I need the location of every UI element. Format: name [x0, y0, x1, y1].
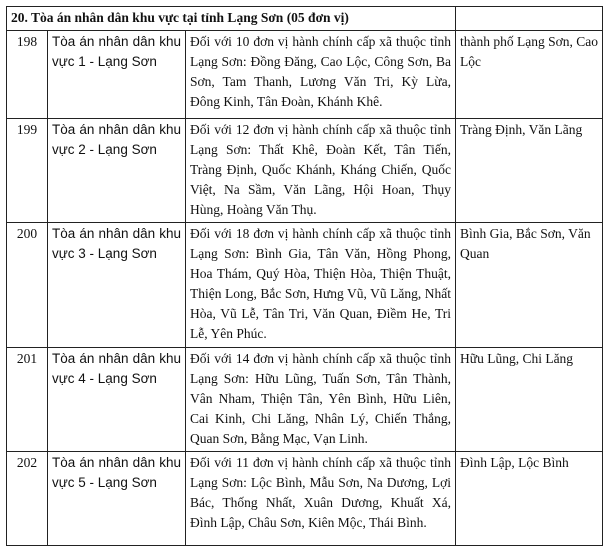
court-table: [6, 6, 603, 546]
section-empty-cell: [456, 7, 603, 31]
court-name: Tòa án nhân dân khu vực 1 - Lạng Sơn: [48, 31, 186, 119]
row-number: 202: [7, 452, 48, 546]
table-row: [7, 31, 603, 119]
table-row: [7, 452, 603, 546]
court-seat-area: Hữu Lũng, Chi Lăng: [456, 348, 603, 452]
court-name: Tòa án nhân dân khu vực 3 - Lạng Sơn: [48, 223, 186, 348]
section-title: 20. Tòa án nhân dân khu vực tại tỉnh Lạng Sơn (05 đơn vị): [7, 7, 456, 31]
jurisdiction-scope: Đối với 11 đơn vị hành chính cấp xã thuộc tỉnh Lạng Sơn: Lộc Bình, Mẫu Sơn, Na Dương, Lợi Bác, Thống Nhất, Xuân Dương, Khuất Xá, Đình Lập, Châu Sơn, Kiên Mộc, Thái Bình.: [186, 452, 456, 546]
court-name: Tòa án nhân dân khu vực 4 - Lạng Sơn: [48, 348, 186, 452]
court-seat-area: Tràng Định, Văn Lãng: [456, 119, 603, 223]
table-row: [7, 348, 603, 452]
court-seat-area: Bình Gia, Bắc Sơn, Văn Quan: [456, 223, 603, 348]
court-name: Tòa án nhân dân khu vực 5 - Lạng Sơn: [48, 452, 186, 546]
jurisdiction-scope: Đối với 10 đơn vị hành chính cấp xã thuộc tỉnh Lạng Sơn: Đồng Đăng, Cao Lộc, Công Sơn, Ba Sơn, Tam Thanh, Lương Văn Tri, Kỳ Lừa, Đông Kinh, Tân Đoàn, Khánh Khê.: [186, 31, 456, 119]
row-number: 198: [7, 31, 48, 119]
table-row: [7, 223, 603, 348]
jurisdiction-scope: Đối với 12 đơn vị hành chính cấp xã thuộc tỉnh Lạng Sơn: Thất Khê, Đoàn Kết, Tân Tiến, Tràng Định, Quốc Khánh, Kháng Chiến, Quốc Việt, Na Sầm, Văn Lãng, Hội Hoan, Thụy Hùng, Hoàng Văn Thụ.: [186, 119, 456, 223]
row-number: 199: [7, 119, 48, 223]
table-row: [7, 119, 603, 223]
court-seat-area: Đình Lập, Lộc Bình: [456, 452, 603, 546]
court-seat-area: thành phố Lạng Sơn, Cao Lộc: [456, 31, 603, 119]
row-number: 201: [7, 348, 48, 452]
row-number: 200: [7, 223, 48, 348]
court-name: Tòa án nhân dân khu vực 2 - Lạng Sơn: [48, 119, 186, 223]
jurisdiction-scope: Đối với 18 đơn vị hành chính cấp xã thuộc tỉnh Lạng Sơn: Bình Gia, Tân Văn, Hồng Phong, Hoa Thám, Quý Hòa, Thiện Hòa, Thiện Thuật, Thiện Long, Bắc Sơn, Hưng Vũ, Vũ Lăng, Nhất Hòa, Vũ Lễ, Tân Tri, Văn Quan, Điềm He, Tri Lễ, Yên Phúc.: [186, 223, 456, 348]
jurisdiction-scope: Đối với 14 đơn vị hành chính cấp xã thuộc tỉnh Lạng Sơn: Hữu Lũng, Tuấn Sơn, Tân Thành, Vân Nham, Thiện Tân, Yên Bình, Hữu Liên, Cai Kinh, Chi Lăng, Nhân Lý, Chiến Thắng, Quan Sơn, Bằng Mạc, Vạn Linh.: [186, 348, 456, 452]
table-continuation-line: [6, 545, 602, 546]
section-header-row: [7, 7, 603, 31]
